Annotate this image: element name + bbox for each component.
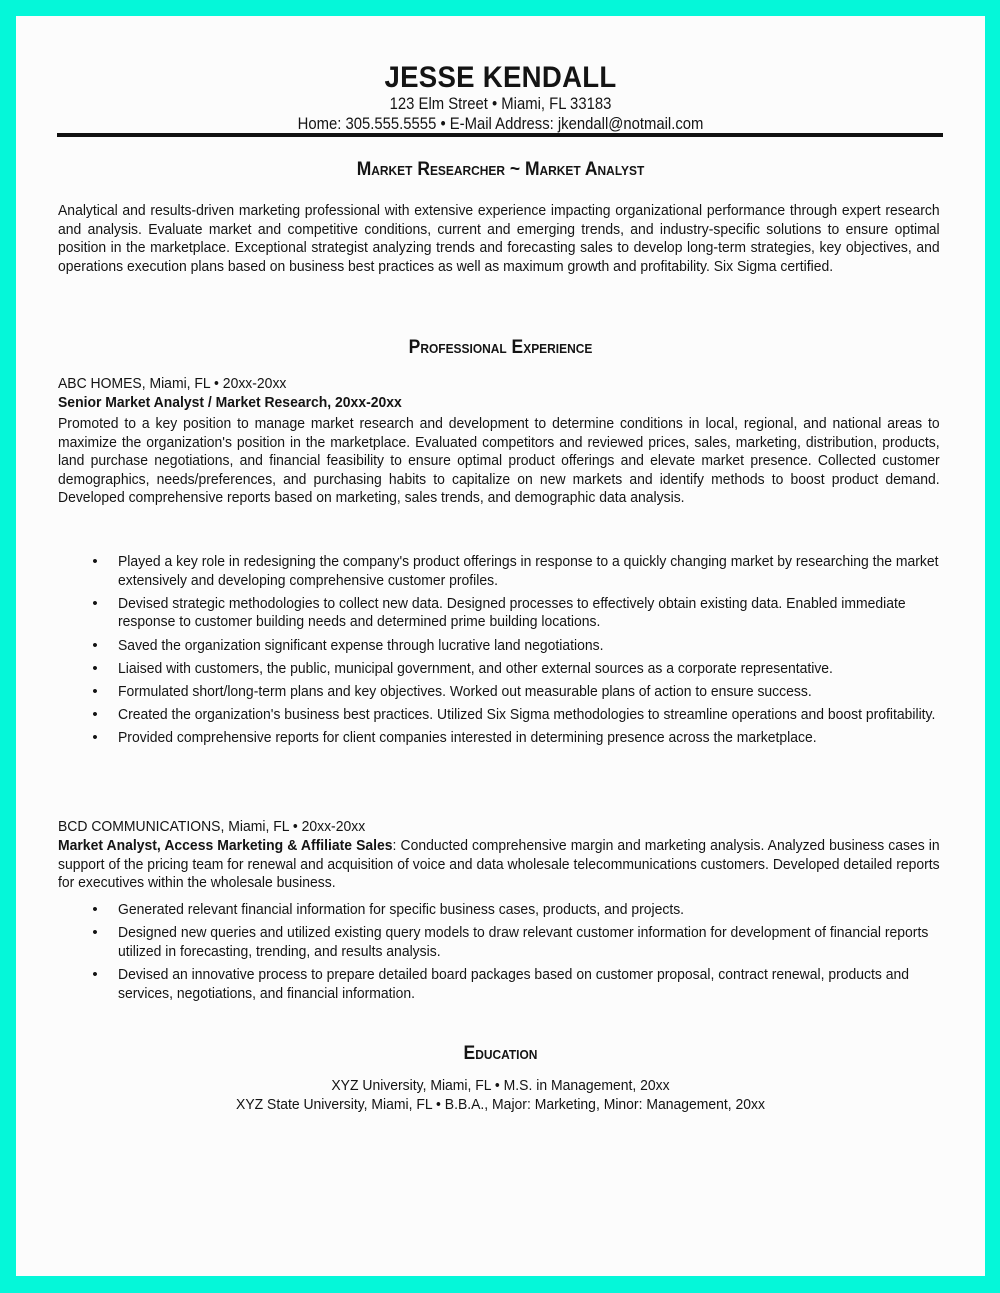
resume-frame: [16, 16, 985, 1276]
bullet-icon: •: [92, 553, 98, 570]
bullet-icon: •: [92, 965, 98, 983]
bullet-icon: •: [92, 682, 98, 700]
header-divider: [57, 133, 943, 137]
list-item: • Generated relevant financial information for specific business cases, products, and projects.: [88, 901, 968, 920]
address-line: 123 Elm Street • Miami, FL 33183: [389, 95, 612, 113]
summary-title: Market Researcher ~ Market Analyst: [356, 159, 645, 180]
job-description: [58, 837, 940, 893]
candidate-name: JESSE KENDALL: [384, 61, 617, 94]
bullet-icon: •: [92, 706, 98, 724]
bullet-icon: •: [92, 659, 98, 677]
list-item: • Saved the organization significant expense through lucrative land negotiations.: [88, 637, 968, 656]
job-bullets: [88, 553, 968, 753]
summary-text: Analytical and results-driven marketing professional with extensive experience impacting organizational performance through expert research and analysis. Evaluate market and competitive conditions, current and emerging trends, and industry-specific solutions to ensure optimal position in the marketplace. Exceptional strategist analyzing trends and forecasting sales to develop long-term strategies, key objectives, and operations execution plans based on business best practices as well as maximum growth and profitability. Six Sigma certified.: [58, 202, 940, 275]
summary-paragraph: [58, 202, 940, 276]
list-item: • Designed new queries and utilized existing query models to draw relevant customer information for development of financial reports utilized in forecasting, trending, and results analysis.: [88, 924, 968, 961]
job-bullets: [88, 901, 968, 1008]
bullet-icon: •: [92, 901, 98, 918]
bullet-icon: •: [92, 594, 98, 612]
education-entry: XYZ State University, Miami, FL • B.B.A., Major: Marketing, Minor: Management, 20xx: [236, 1096, 765, 1113]
job-description: [58, 415, 940, 508]
bullet-icon: •: [92, 924, 98, 942]
education-entry: XYZ University, Miami, FL • M.S. in Management, 20xx: [331, 1077, 670, 1094]
list-item: • Formulated short/long-term plans and key objectives. Worked out measurable plans of action to ensure success.: [88, 683, 968, 702]
list-item: • Liaised with customers, the public, municipal government, and other external sources as a corporate representative.: [88, 660, 968, 679]
job-description-text: : Conducted comprehensive margin and marketing analysis. Analyzed business cases in support of the pricing team for renewal and acquisition of voice and data wholesale telecommunications customers. Developed detailed reports for executives within the wholesale business.: [58, 837, 940, 892]
education-title: Education: [463, 1043, 538, 1064]
list-item: • Provided comprehensive reports for client companies interested in determining presence across the marketplace.: [88, 729, 968, 748]
list-item: • Created the organization's business best practices. Utilized Six Sigma methodologies to streamline operations and boost profitability.: [88, 706, 968, 725]
job-company: BCD COMMUNICATIONS, Miami, FL • 20xx-20xx: [58, 818, 366, 835]
job-company: ABC HOMES, Miami, FL • 20xx-20xx: [58, 375, 287, 392]
bullet-icon: •: [92, 636, 98, 654]
resume-page: [16, 16, 985, 1276]
list-item: • Devised an innovative process to prepare detailed board packages based on customer proposal, contract renewal, products and services, negotiations, and financial information.: [88, 966, 968, 1003]
contact-line: Home: 305.555.5555 • E-Mail Address: jkendall@notmail.com: [297, 115, 704, 133]
experience-title: Professional Experience: [408, 337, 593, 358]
job-role: Market Analyst, Access Marketing & Affiliate Sales: [58, 837, 393, 854]
job-description-text: Promoted to a key position to manage market research and development to determine conditions in local, regional, and national areas to maximize the organization's position in the marketplace. Evaluated competitors and reviewed prices, sales, marketing, distribution, products, land purchase negotiations, and financial feasibility to ensure optimal product offerings and elevate market presence. Collected customer demographics, needs/preferences, and purchasing habits to capitalize on new markets and identify methods to boost product demand. Developed comprehensive reports based on marketing, sales trends, and demographic data analysis.: [58, 415, 940, 507]
list-item: • Devised strategic methodologies to collect new data. Designed processes to effectively obtain existing data. Enabled immediate response to customer building needs and determined prime building locations.: [88, 595, 968, 632]
job-role: Senior Market Analyst / Market Research, 20xx-20xx: [58, 394, 402, 411]
list-item: • Played a key role in redesigning the company's product offerings in response to a quickly changing market by researching the market extensively and developing comprehensive customer profiles.: [88, 553, 968, 590]
bullet-icon: •: [92, 729, 98, 747]
